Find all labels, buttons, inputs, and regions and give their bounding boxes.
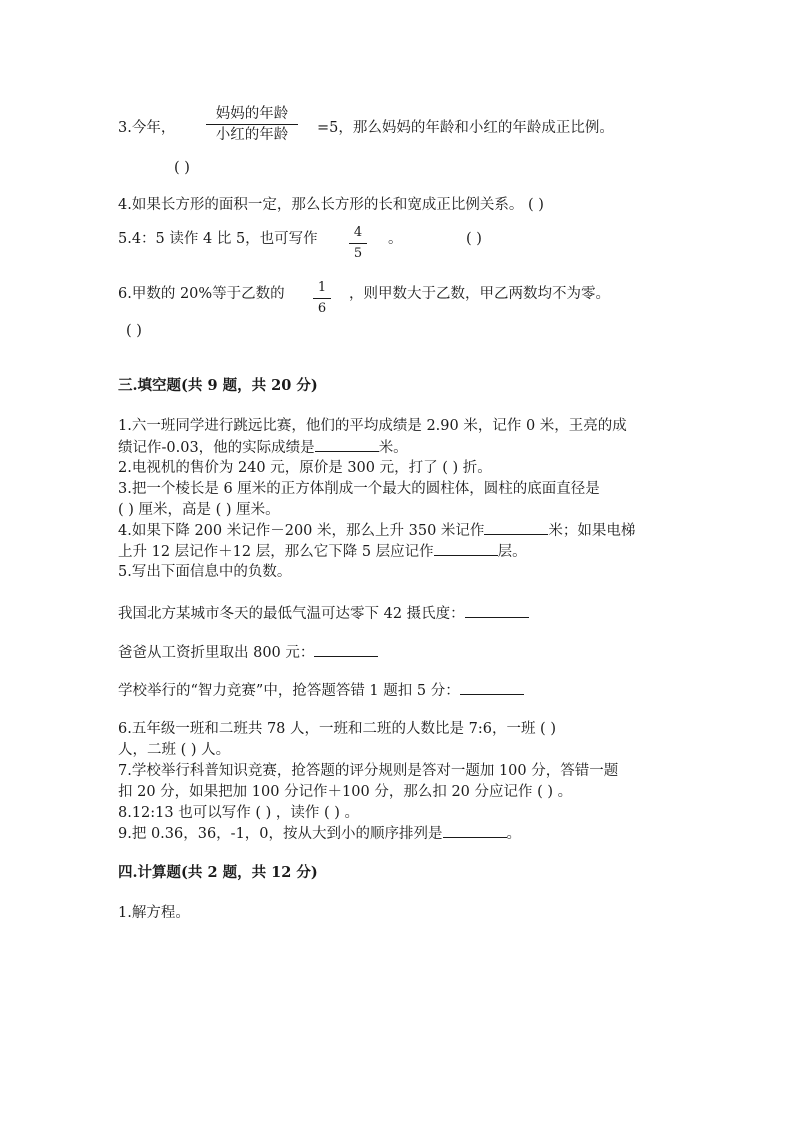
judge-q3-suffix: =5，那么妈妈的年龄和小红的年龄成正比例。 <box>317 120 614 136</box>
fill-q7-line2: 扣 20 分，如果把加 100 分记作＋100 分，那么扣 20 分应记作 ( ) 。 <box>118 784 573 800</box>
fill-q1-blank[interactable] <box>315 437 379 452</box>
section3-title: 三.填空题(共 9 题，共 20 分) <box>118 377 318 394</box>
judge-q6-suffix: ，则甲数大于乙数，甲乙两数均不为零。 <box>349 286 610 302</box>
fill-q4-blank-2[interactable] <box>434 541 498 556</box>
fill-q6-line2: 人，二班 ( ) 人。 <box>118 742 231 758</box>
fraction-bar <box>349 243 367 244</box>
fill-q4-text-a: 4.如果下降 200 米记作－200 米，那么上升 350 米记作 <box>118 523 485 539</box>
judge-q6-prefix: 6.甲数的 20%等于乙数的 <box>118 286 285 302</box>
fill-q4-blank-1[interactable] <box>484 520 548 535</box>
fill-q5-c-text: 学校举行的“智力竞赛”中，抢答题答错 1 题扣 5 分： <box>118 683 460 699</box>
fill-q9-blank[interactable] <box>443 823 507 838</box>
fraction-denominator: 5 <box>353 246 363 261</box>
fraction-denominator: 6 <box>317 301 327 316</box>
fraction-bar <box>206 124 298 125</box>
judge-q5-fraction <box>349 224 367 263</box>
judge-q3-answer-paren[interactable]: ( ) <box>174 160 190 176</box>
fill-q6-line1: 6.五年级一班和二班共 78 人，一班和二班的人数比是 7:6，一班 ( ) <box>118 721 556 737</box>
fill-q1-text-a: 绩记作-0.03，他的实际成绩是 <box>118 440 315 456</box>
fill-q1-text-b: 米。 <box>378 440 408 456</box>
fill-q9-text-a: 9.把 0.36，36，-1，0，按从大到小的顺序排列是 <box>118 826 443 842</box>
fill-q5-b <box>118 642 378 663</box>
fill-q7-line1: 7.学校举行科普知识竞赛，抢答题的评分规则是答对一题加 100 分，答错一题 <box>118 763 619 779</box>
fraction-denominator: 小红的年龄 <box>215 127 289 143</box>
fill-q5-c <box>118 680 524 701</box>
section4-title: 四.计算题(共 2 题，共 12 分) <box>118 864 318 881</box>
judge-q3-fraction <box>206 105 298 144</box>
fraction-numerator: 4 <box>353 225 363 240</box>
fill-q4-line1 <box>118 520 635 541</box>
calc-q1: 1.解方程。 <box>118 905 190 921</box>
fill-q1-line2 <box>118 437 408 458</box>
judge-q5-suffix: 。 <box>388 231 403 247</box>
judge-q5-prefix: 5.4：5 读作 4 比 5，也可写作 <box>118 231 318 247</box>
fraction-bar <box>313 298 331 299</box>
fill-q3-line2: ( ) 厘米，高是 ( ) 厘米。 <box>118 502 280 518</box>
fill-q9 <box>118 823 521 844</box>
fill-q4-line2 <box>118 541 527 562</box>
fill-q5-b-text: 爸爸从工资折里取出 800 元： <box>118 645 315 661</box>
fill-q5-a <box>118 603 529 624</box>
fill-q5-b-blank[interactable] <box>314 642 378 657</box>
fill-q5: 5.写出下面信息中的负数。 <box>118 564 292 580</box>
fill-q1-line1: 1.六一班同学进行跳远比赛，他们的平均成绩是 2.90 米，记作 0 米，王亮的成 <box>118 418 627 434</box>
fill-q5-c-blank[interactable] <box>460 680 524 695</box>
fill-q4-text-d: 层。 <box>497 544 527 560</box>
fill-q9-text-b: 。 <box>506 826 522 842</box>
fraction-numerator: 妈妈的年龄 <box>215 106 289 122</box>
fill-q5-a-text: 我国北方某城市冬天的最低气温可达零下 42 摄氏度： <box>118 606 465 622</box>
fraction-numerator: 1 <box>317 280 327 295</box>
fill-q3-line1: 3.把一个棱长是 6 厘米的正方体削成一个最大的圆柱体，圆柱的底面直径是 <box>118 481 600 497</box>
judge-q6-fraction <box>313 279 331 318</box>
judge-q5-answer-paren[interactable]: ( ) <box>466 231 482 247</box>
fill-q4-text-b: 米；如果电梯 <box>548 523 636 539</box>
fill-q4-text-c: 上升 12 层记作＋12 层，那么它下降 5 层应记作 <box>118 544 434 560</box>
fill-q5-a-blank[interactable] <box>465 603 529 618</box>
fill-q2: 2.电视机的售价为 240 元，原价是 300 元，打了 ( ) 折。 <box>118 460 492 476</box>
fill-q8: 8.12:13 也可以写作 ( ) ，读作 ( ) 。 <box>118 805 360 821</box>
judge-q3-prefix: 3.今年， <box>118 120 176 136</box>
judge-q6-answer-paren[interactable]: ( ) <box>126 323 142 339</box>
judge-q4: 4.如果长方形的面积一定，那么长方形的长和宽成正比例关系。 ( ) <box>118 197 544 213</box>
